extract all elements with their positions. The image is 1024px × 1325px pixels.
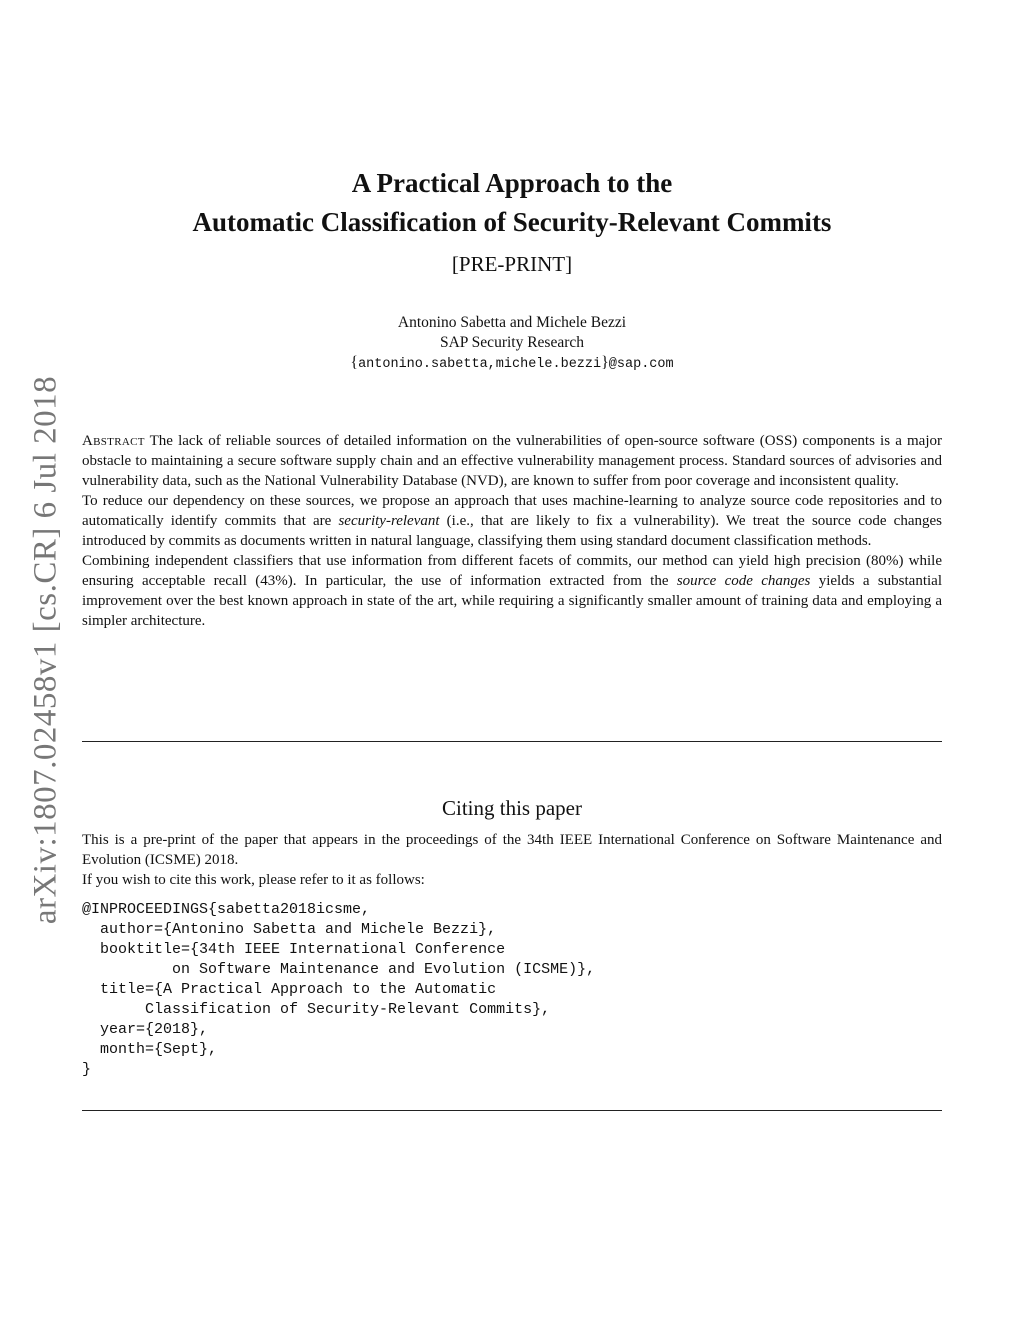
paper-title bbox=[82, 164, 942, 242]
email-users: antonino.sabetta,michele.bezzi bbox=[358, 357, 602, 372]
paper-title-line-1: A Practical Approach to the bbox=[351, 168, 673, 198]
bibtex-entry[interactable]: @INPROCEEDINGS{sabetta2018icsme, author={Antonino Sabetta and Michele Bezzi}, booktitle={34th IEEE International Conference on Software Maintenance and Evolution (ICSME)}, title={A Practical Approach to the Automatic Classification of Security-Relevant Commits}, year={2018}, month={Sept}, } bbox=[82, 901, 596, 1078]
citing-text bbox=[82, 830, 942, 890]
author-affiliation: SAP Security Research bbox=[439, 334, 585, 351]
email-domain: @sap.com bbox=[608, 357, 674, 372]
preprint-label: [PRE-PRINT] bbox=[451, 252, 573, 276]
arxiv-identifier-stamp: arXiv:1807.02458v1 [cs.CR] 6 Jul 2018 bbox=[27, 375, 64, 925]
citing-paragraph-2: If you wish to cite this work, please refer to it as follows: bbox=[82, 872, 425, 888]
section-divider-top bbox=[82, 741, 942, 742]
author-email[interactable] bbox=[82, 353, 942, 375]
section-divider-bottom bbox=[82, 1110, 942, 1111]
abstract-p2-before: To reduce our dependency on these sources, we propose an approach that uses machine-learning to analyze source code repositories and to automatically identify commits that are bbox=[82, 493, 942, 529]
abstract-p3-before: Combining independent classifiers that use information from different facets of commits, our method can yield high precision (80%) while ensuring acceptable recall (43%). In particular, the use of information extracted from the bbox=[82, 553, 942, 589]
abstract-paragraph-3 bbox=[82, 551, 942, 631]
abstract-label: Abstract bbox=[82, 433, 145, 449]
abstract-p1-text: The lack of reliable sources of detailed information on the vulnerabilities of open-source software (OSS) components is a major obstacle to maintaining a secure software supply chain and an effective vulnerability management process. Standard sources of advisories and vulnerability data, such as the National Vulnerability Database (NVD), are known to suffer from poor coverage and inconsistent quality. bbox=[82, 433, 942, 489]
abstract-p2-after: (i.e., that are likely to fix a vulnerability). We treat the source code changes introduced by commits as documents written in natural language, classifying them using standard document classification methods. bbox=[82, 513, 942, 549]
author-names: Antonino Sabetta and Michele Bezzi bbox=[397, 314, 627, 331]
email-close-brace: } bbox=[601, 354, 609, 371]
abstract-p3-after: yields a substantial improvement over the best known approach in state of the art, while requiring a significantly smaller amount of training data and employing a simpler architecture. bbox=[82, 573, 942, 629]
author-block bbox=[82, 313, 942, 375]
abstract-paragraph-2 bbox=[82, 491, 942, 551]
abstract-p3-emphasis: source code changes bbox=[676, 573, 811, 589]
citing-heading: Citing this paper bbox=[442, 796, 582, 820]
paper-title-line-2: Automatic Classification of Security-Relevant Commits bbox=[192, 207, 832, 237]
email-open-brace: { bbox=[350, 354, 359, 371]
abstract bbox=[82, 431, 942, 631]
abstract-paragraph-1 bbox=[82, 431, 942, 491]
abstract-p2-emphasis: security-relevant bbox=[338, 513, 440, 529]
citing-paragraph-1: This is a pre-print of the paper that appears in the proceedings of the 34th IEEE International Conference on Software Maintenance and Evolution (ICSME) 2018. bbox=[82, 832, 942, 868]
